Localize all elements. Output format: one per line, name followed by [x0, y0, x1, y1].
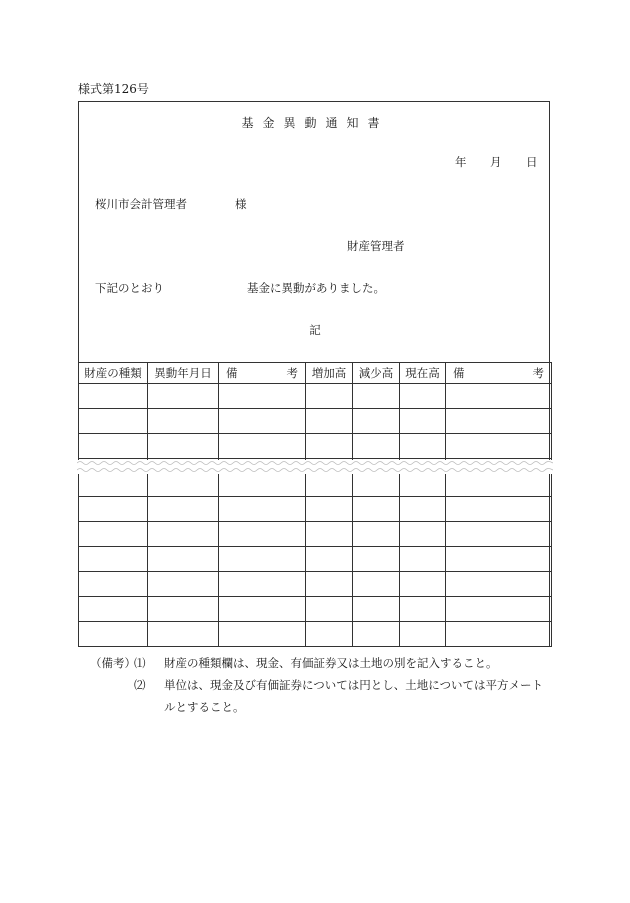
table-row — [79, 547, 552, 572]
date-year-label: 年 — [455, 155, 467, 169]
table-cell[interactable] — [219, 547, 306, 572]
table-cell[interactable] — [148, 384, 219, 409]
table-row — [79, 497, 552, 522]
table-cell[interactable] — [400, 409, 446, 434]
note-item-1 — [90, 652, 543, 674]
header-decrease: 減少高 — [353, 363, 400, 384]
table-cell[interactable] — [79, 622, 148, 647]
table-cell[interactable] — [353, 572, 400, 597]
header-remarks-2-a: 備 — [453, 366, 465, 380]
table-cell[interactable] — [353, 384, 400, 409]
table-cell[interactable] — [148, 622, 219, 647]
table-cell[interactable] — [148, 572, 219, 597]
note-number-1: ⑴ — [134, 656, 146, 670]
table-cell[interactable] — [446, 622, 552, 647]
table-row — [79, 572, 552, 597]
table-body — [79, 384, 552, 647]
table-row — [79, 409, 552, 434]
table-cell[interactable] — [148, 597, 219, 622]
addressee-suffix: 様 — [235, 197, 247, 211]
form-number: 様式第126号 — [78, 82, 149, 96]
table-cell[interactable] — [148, 434, 219, 459]
table-cell[interactable] — [219, 522, 306, 547]
table-cell[interactable] — [446, 434, 552, 459]
table-cell[interactable] — [400, 572, 446, 597]
table-cell[interactable] — [148, 547, 219, 572]
table-row — [79, 597, 552, 622]
note-text-2: 単位は、現金及び有価証券については円とし、土地については平方メート — [164, 678, 544, 692]
table-cell[interactable] — [219, 572, 306, 597]
table-cell[interactable] — [79, 434, 148, 459]
header-remarks-1 — [219, 363, 306, 384]
table-cell[interactable] — [306, 622, 353, 647]
table-cell[interactable] — [353, 547, 400, 572]
table-cell[interactable] — [219, 622, 306, 647]
note-text-2-continued: ルとすること。 — [164, 700, 245, 714]
date-month-label: 月 — [490, 155, 502, 169]
table-cell[interactable] — [79, 384, 148, 409]
header-property-type: 財産の種類 — [79, 363, 148, 384]
table-cell[interactable] — [219, 409, 306, 434]
table-cell[interactable] — [400, 597, 446, 622]
table-cell[interactable] — [446, 547, 552, 572]
table-cell[interactable] — [306, 497, 353, 522]
form-title: 基金異動通知書 — [241, 116, 389, 130]
table-cell[interactable] — [446, 572, 552, 597]
table-cell[interactable] — [400, 384, 446, 409]
table-cell[interactable] — [353, 409, 400, 434]
table-cell[interactable] — [306, 384, 353, 409]
addressee: 桜川市会計管理者 — [95, 197, 187, 211]
table-cell[interactable] — [446, 384, 552, 409]
table-cell[interactable] — [400, 522, 446, 547]
lead-text-2: 基金に異動がありました。 — [247, 281, 385, 295]
table-row — [79, 522, 552, 547]
table-cell[interactable] — [353, 522, 400, 547]
break-line-top — [77, 460, 553, 466]
table-cell[interactable] — [219, 497, 306, 522]
table-cell[interactable] — [446, 409, 552, 434]
table-cell[interactable] — [306, 522, 353, 547]
note-item-2 — [90, 674, 543, 696]
ki-heading: 記 — [309, 323, 321, 337]
fund-change-table — [78, 362, 552, 647]
header-remarks-2-b: 考 — [532, 366, 544, 380]
table-cell[interactable] — [400, 497, 446, 522]
table-cell[interactable] — [79, 597, 148, 622]
note-text-1: 財産の種類欄は、現金、有価証券又は土地の別を記入すること。 — [164, 656, 498, 670]
table-cell[interactable] — [446, 497, 552, 522]
lead-text-1: 下記のとおり — [95, 281, 164, 295]
header-remarks-2 — [446, 363, 552, 384]
omission-break — [77, 460, 553, 474]
table-cell[interactable] — [79, 572, 148, 597]
table-cell[interactable] — [306, 409, 353, 434]
table-cell[interactable] — [219, 597, 306, 622]
table-cell[interactable] — [219, 384, 306, 409]
table-cell[interactable] — [79, 409, 148, 434]
table-header-row — [79, 363, 552, 384]
table-row — [79, 384, 552, 409]
header-remarks-1-a: 備 — [226, 366, 238, 380]
table-cell[interactable] — [446, 522, 552, 547]
table-row — [79, 434, 552, 459]
table-cell[interactable] — [306, 572, 353, 597]
notes-label: （備考） — [90, 656, 136, 670]
table-cell[interactable] — [219, 434, 306, 459]
form-frame — [78, 101, 550, 647]
table-cell[interactable] — [353, 622, 400, 647]
issuer-label: 財産管理者 — [347, 239, 405, 253]
table-cell[interactable] — [306, 597, 353, 622]
table-cell[interactable] — [306, 434, 353, 459]
table-cell[interactable] — [446, 597, 552, 622]
table-row — [79, 622, 552, 647]
table-cell[interactable] — [400, 622, 446, 647]
header-balance: 現在高 — [400, 363, 446, 384]
table-cell[interactable] — [79, 522, 148, 547]
break-line-bottom — [77, 467, 553, 473]
header-change-date: 異動年月日 — [148, 363, 219, 384]
notes-section — [90, 652, 543, 718]
table-cell[interactable] — [79, 547, 148, 572]
header-increase: 増加高 — [306, 363, 353, 384]
header-remarks-1-b: 考 — [286, 366, 298, 380]
table-cell[interactable] — [400, 547, 446, 572]
table-cell[interactable] — [306, 547, 353, 572]
table-cell[interactable] — [353, 597, 400, 622]
table-cell[interactable] — [353, 497, 400, 522]
note-number-2: ⑵ — [134, 678, 146, 692]
table-cell[interactable] — [148, 409, 219, 434]
table-cell[interactable] — [353, 434, 400, 459]
table-cell[interactable] — [148, 522, 219, 547]
table-cell[interactable] — [148, 497, 219, 522]
table-cell[interactable] — [79, 497, 148, 522]
date-day-label: 日 — [526, 155, 538, 169]
table-cell[interactable] — [400, 434, 446, 459]
